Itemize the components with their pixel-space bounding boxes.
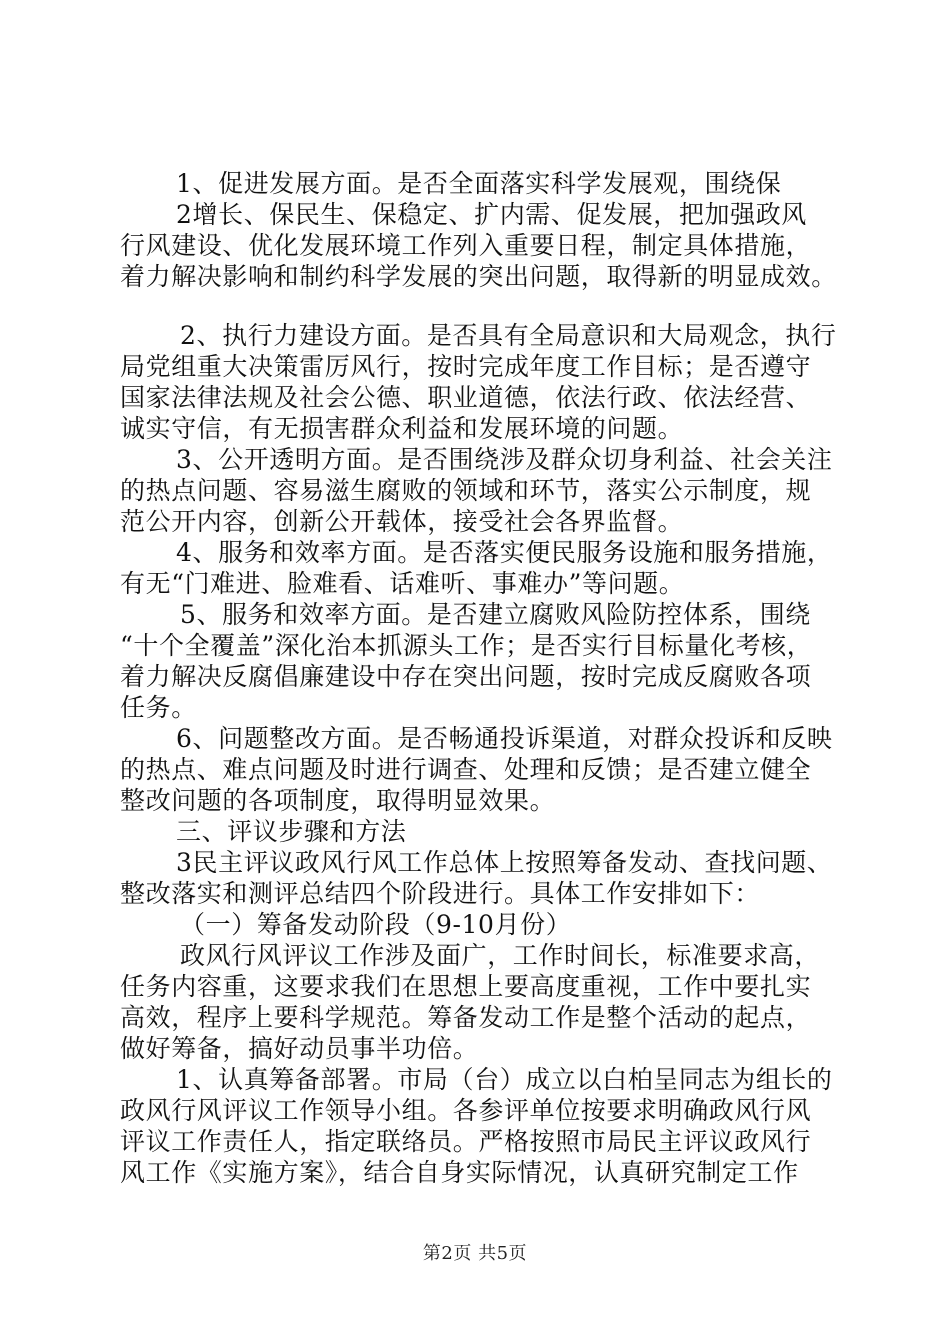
text-line: 6、问题整改方面。是否畅通投诉渠道，对群众投诉和反映 [176, 724, 833, 753]
text-line: 的热点问题、容易滋生腐败的领域和环节，落实公示制度，规 [120, 476, 812, 505]
text-line: “十个全覆盖”深化治本抓源头工作；是否实行目标量化考核， [120, 631, 813, 660]
document-body [120, 168, 850, 1188]
text-line: 三、评议步骤和方法 [176, 817, 407, 846]
text-line: 着力解决影响和制约科学发展的突出问题，取得新的明显成效。 [120, 262, 837, 291]
paragraph [120, 444, 850, 537]
paragraph [120, 847, 850, 909]
text-line: 局党组重大决策雷厉风行，按时完成年度工作目标；是否遵守 [120, 352, 812, 381]
text-line: 2增长、保民生、保稳定、扩内需、促发展，把加强政风 [176, 200, 807, 229]
paragraph [120, 168, 850, 292]
text-line: 的热点、难点问题及时进行调查、处理和反馈；是否建立健全 [120, 755, 812, 784]
paragraph [120, 599, 850, 723]
text-line: 做好筹备，搞好动员事半功倍。 [120, 1034, 479, 1063]
paragraph [120, 723, 850, 816]
text-line: 2、执行力建设方面。是否具有全局意识和大局观念，执行 [180, 321, 837, 350]
paragraph [120, 320, 850, 444]
paragraph [120, 816, 850, 847]
paragraph [120, 940, 850, 1064]
text-line: 国家法律法规及社会公德、职业道德，依法行政、依法经营、 [120, 383, 812, 412]
text-line: 3民主评议政风行风工作总体上按照筹备发动、查找问题、 [176, 848, 833, 877]
text-line: 风工作《实施方案》，结合自身实际情况，认真研究制定工作 [120, 1158, 799, 1187]
text-line: 1、认真筹备部署。市局（台）成立以白柏呈同志为组长的 [176, 1065, 833, 1094]
text-line: 评议工作责任人，指定联络员。严格按照市局民主评议政风行 [120, 1127, 812, 1156]
text-line: 着力解决反腐倡廉建设中存在突出问题，按时完成反腐败各项 [120, 662, 812, 691]
text-line: 5、服务和效率方面。是否建立腐败风险防控体系，围绕 [180, 600, 811, 629]
paragraph-gap [120, 292, 850, 320]
text-line: 任务。 [120, 693, 197, 722]
text-line: 高效，程序上要科学规范。筹备发动工作是整个活动的起点， [120, 1003, 812, 1032]
paragraph [120, 1064, 850, 1188]
text-line: 整改落实和测评总结四个阶段进行。具体工作安排如下： [120, 879, 761, 908]
paragraph [120, 909, 850, 940]
paragraph [120, 537, 850, 599]
text-line: 范公开内容，创新公开载体，接受社会各界监督。 [120, 507, 684, 536]
text-line: 3、公开透明方面。是否围绕涉及群众切身利益、社会关注 [176, 445, 833, 474]
text-line: 有无“门难进、脸难看、话难听、事难办”等问题。 [120, 569, 685, 598]
text-line: 任务内容重，这要求我们在思想上要高度重视，工作中要扎实 [120, 972, 812, 1001]
text-line: 政风行风评议工作涉及面广，工作时间长，标准要求高， [180, 941, 821, 970]
text-line: 整改问题的各项制度，取得明显效果。 [120, 786, 556, 815]
text-line: 诚实守信，有无损害群众利益和发展环境的问题。 [120, 414, 684, 443]
text-line: 1、促进发展方面。是否全面落实科学发展观，围绕保 [176, 169, 782, 198]
text-line: （一）筹备发动阶段（9-10月份） [180, 910, 572, 939]
text-line: 行风建设、优化发展环境工作列入重要日程，制定具体措施， [120, 231, 812, 260]
text-line: 政风行风评议工作领导小组。各参评单位按要求明确政风行风 [120, 1096, 812, 1125]
page-footer: 第2页 共5页 [422, 1243, 528, 1264]
text-line: 4、服务和效率方面。是否落实便民服务设施和服务措施， [176, 538, 833, 567]
